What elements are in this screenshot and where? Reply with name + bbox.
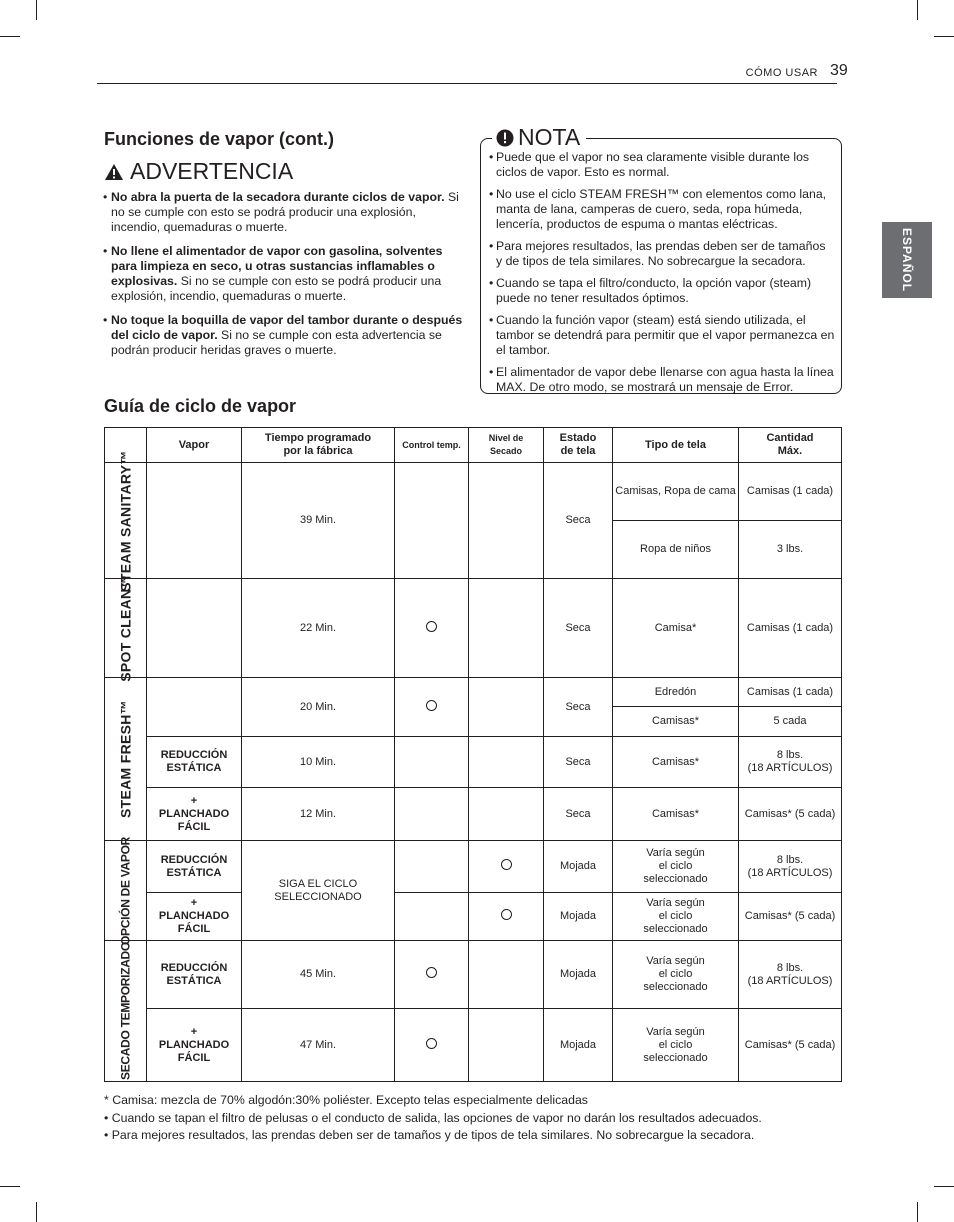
selected-circle-icon [501, 909, 512, 920]
fabric-cell: Varía según el ciclo seleccionado [613, 941, 739, 1009]
vapor-cell [147, 579, 242, 678]
header-fabric-state: Estado de tela [544, 428, 613, 463]
time-cell: 45 Min. [242, 941, 395, 1009]
option-static-reduction: REDUCCIÓN ESTÁTICA [147, 841, 242, 893]
time-cell: SIGA EL CICLO SELECCIONADO [242, 841, 395, 941]
cycle-steam-fresh: STEAM FRESH™ [105, 678, 147, 841]
header-vapor: Vapor [147, 428, 242, 463]
temp-cell [395, 737, 469, 788]
table-row [105, 941, 842, 1009]
table-row [105, 788, 842, 841]
crop-mark [917, 0, 918, 20]
option-static-reduction: REDUCCIÓN ESTÁTICA [147, 737, 242, 788]
qty-cell: 3 lbs. [739, 521, 842, 579]
note-item: • No use el ciclo STEAM FRESH™ con elementos como lana, manta de lana, camperas de cuero, seda, ropa húmeda, lencería, productos de espuma o mantas eléctricas. [489, 187, 835, 232]
qty-cell: Camisas (1 cada) [739, 579, 842, 678]
temp-cell [395, 678, 469, 737]
qty-cell: 8 lbs. (18 ARTÍCULOS) [739, 841, 842, 893]
state-cell: Mojada [544, 841, 613, 893]
table-row [105, 1009, 842, 1082]
option-easy-iron: + PLANCHADO FÁCIL [147, 788, 242, 841]
time-cell: 39 Min. [242, 463, 395, 579]
level-cell [469, 463, 544, 579]
note-item: • Cuando se tapa el filtro/conducto, la opción vapor (steam) puede no tener resultados óptimos. [489, 276, 835, 306]
cycle-spot-clean: SPOT CLEAN™ [105, 579, 147, 678]
note-list [489, 150, 835, 402]
temp-cell [395, 841, 469, 893]
level-cell [469, 788, 544, 841]
table-row [105, 893, 842, 941]
temp-cell [395, 788, 469, 841]
time-cell: 20 Min. [242, 678, 395, 737]
vapor-cell [147, 678, 242, 737]
fabric-cell: Camisas* [613, 707, 739, 737]
warning-item [104, 190, 464, 235]
table-row [105, 579, 842, 678]
qty-cell: Camisas (1 cada) [739, 678, 842, 707]
table-row [105, 463, 842, 521]
fabric-cell: Camisas* [613, 788, 739, 841]
temp-cell [395, 1009, 469, 1082]
footnote: • Para mejores resultados, las prendas deben ser de tamaños y de tipos de tela similares. No sobrecargue la secadora. [104, 1128, 755, 1142]
state-cell: Seca [544, 737, 613, 788]
level-cell [469, 941, 544, 1009]
note-item: • Para mejores resultados, las prendas deben ser de tamaños y de tipos de tela similares. No sobrecargue la secadora. [489, 239, 835, 269]
option-easy-iron: + PLANCHADO FÁCIL [147, 893, 242, 941]
language-tab [882, 222, 932, 298]
time-cell: 47 Min. [242, 1009, 395, 1082]
footnote: * Camisa: mezcla de 70% algodón:30% poliéster. Excepto telas especialmente delicadas [104, 1093, 588, 1107]
fabric-cell: Varía según el ciclo seleccionado [613, 1009, 739, 1082]
level-cell [469, 737, 544, 788]
note-heading [492, 124, 586, 151]
fabric-cell: Ropa de niños [613, 521, 739, 579]
selected-circle-icon [426, 700, 437, 711]
level-cell [469, 893, 544, 941]
fabric-cell: Camisas, Ropa de cama [613, 463, 739, 521]
fabric-cell: Camisas* [613, 737, 739, 788]
warning-item-bold: No llene el alimentador de vapor con gasolina, solventes para limpieza en seco, u otras sustancias inflamables o explosivas. [111, 244, 443, 288]
crop-mark [934, 1186, 954, 1187]
state-cell: Mojada [544, 941, 613, 1009]
state-cell: Mojada [544, 1009, 613, 1082]
fabric-cell: Varía según el ciclo seleccionado [613, 893, 739, 941]
language-tab-label: ESPAÑOL [900, 227, 914, 293]
crop-mark [934, 36, 954, 37]
temp-cell [395, 463, 469, 579]
exclamation-circle-icon [496, 129, 514, 147]
warning-item-bold: No abra la puerta de la secadora durante ciclos de vapor. [111, 190, 445, 204]
fabric-cell: Camisa* [613, 579, 739, 678]
guide-title: Guía de ciclo de vapor [104, 396, 297, 416]
qty-cell: Camisas (1 cada) [739, 463, 842, 521]
selected-circle-icon [426, 621, 437, 632]
header-temp: Control temp. [395, 428, 469, 463]
selected-circle-icon [501, 859, 512, 870]
level-cell [469, 841, 544, 893]
crop-mark [36, 0, 37, 20]
qty-cell: Camisas* (5 cada) [739, 893, 842, 941]
warning-item-text: Si no se cumple con esta advertencia se podrán producir heridas graves o muerte. [111, 328, 442, 357]
note-title: NOTA [518, 124, 581, 150]
section-title: Funciones de vapor (cont.) [104, 129, 335, 149]
temp-cell [395, 941, 469, 1009]
header-fabric-type: Tipo de tela [613, 428, 739, 463]
temp-cell [395, 579, 469, 678]
qty-cell: 8 lbs. (18 ARTÍCULOS) [739, 941, 842, 1009]
selected-circle-icon [426, 1038, 437, 1049]
time-cell: 22 Min. [242, 579, 395, 678]
page-number: 39 [830, 62, 848, 79]
cycle-timed-dry: SECADO TEMPORIZADO [105, 941, 147, 1082]
state-cell: Seca [544, 788, 613, 841]
note-item: • El alimentador de vapor debe llenarse con agua hasta la línea MAX. De otro modo, se mostrará un mensaje de Error. [489, 365, 835, 395]
fabric-cell: Edredón [613, 678, 739, 707]
warning-triangle-icon [104, 163, 124, 181]
footnote: • Cuando se tapan el filtro de pelusas o el conducto de salida, las opciones de vapor no darán los resultados adecuados. [104, 1110, 762, 1125]
selected-circle-icon [426, 967, 437, 978]
cycle-steam-option: OPCIÓN DE VAPOR [105, 841, 147, 941]
header-max-qty: Cantidad Máx. [739, 428, 842, 463]
vapor-cell [147, 463, 242, 579]
state-cell: Seca [544, 678, 613, 737]
state-cell: Mojada [544, 893, 613, 941]
qty-cell: 5 cada [739, 707, 842, 737]
level-cell [469, 678, 544, 737]
warning-item-text: Si no se cumple con esto se podrá producir una explosión, incendio, quemaduras o muerte. [111, 190, 459, 234]
qty-cell: Camisas* (5 cada) [739, 788, 842, 841]
header-section-label: CÓMO USAR [745, 67, 818, 79]
crop-mark [36, 1202, 37, 1222]
steam-cycle-table [104, 427, 842, 1082]
warning-item-bold: No toque la boquilla de vapor del tambor durante o después del ciclo de vapor. [111, 313, 463, 342]
qty-cell: 8 lbs. (18 ARTÍCULOS) [739, 737, 842, 788]
header-rule [97, 83, 837, 84]
option-static-reduction: REDUCCIÓN ESTÁTICA [147, 941, 242, 1009]
table-row [105, 678, 842, 707]
note-item: • Puede que el vapor no sea claramente visible durante los ciclos de vapor. Esto es normal. [489, 150, 835, 180]
option-easy-iron: + PLANCHADO FÁCIL [147, 1009, 242, 1082]
level-cell [469, 579, 544, 678]
table-row [105, 737, 842, 788]
warning-heading [104, 158, 293, 185]
warning-list [104, 190, 464, 367]
time-cell: 10 Min. [242, 737, 395, 788]
qty-cell: Camisas* (5 cada) [739, 1009, 842, 1082]
warning-item [104, 244, 464, 304]
table-header-row [105, 428, 842, 463]
warning-item-text: Si no se cumple con esto se podrá producir una explosión, incendio, quemaduras o muerte. [111, 274, 442, 303]
crop-mark [917, 1202, 918, 1222]
warning-title: ADVERTENCIA [130, 158, 294, 184]
note-item: • Cuando la función vapor (steam) está siendo utilizada, el tambor se detendrá para permitir que el vapor permanezca en el tambor. [489, 313, 835, 358]
level-cell [469, 1009, 544, 1082]
state-cell: Seca [544, 579, 613, 678]
cycle-steam-sanitary: STEAM SANITARY™ [105, 463, 147, 579]
crop-mark [0, 36, 20, 37]
header-time: Tiempo programado por la fábrica [242, 428, 395, 463]
time-cell: 12 Min. [242, 788, 395, 841]
footnotes [104, 1092, 762, 1145]
temp-cell [395, 893, 469, 941]
fabric-cell: Varía según el ciclo seleccionado [613, 841, 739, 893]
warning-item [104, 313, 464, 358]
header-dry-level: Nivel de Secado [469, 428, 544, 463]
crop-mark [0, 1186, 20, 1187]
table-row [105, 841, 842, 893]
state-cell: Seca [544, 463, 613, 579]
